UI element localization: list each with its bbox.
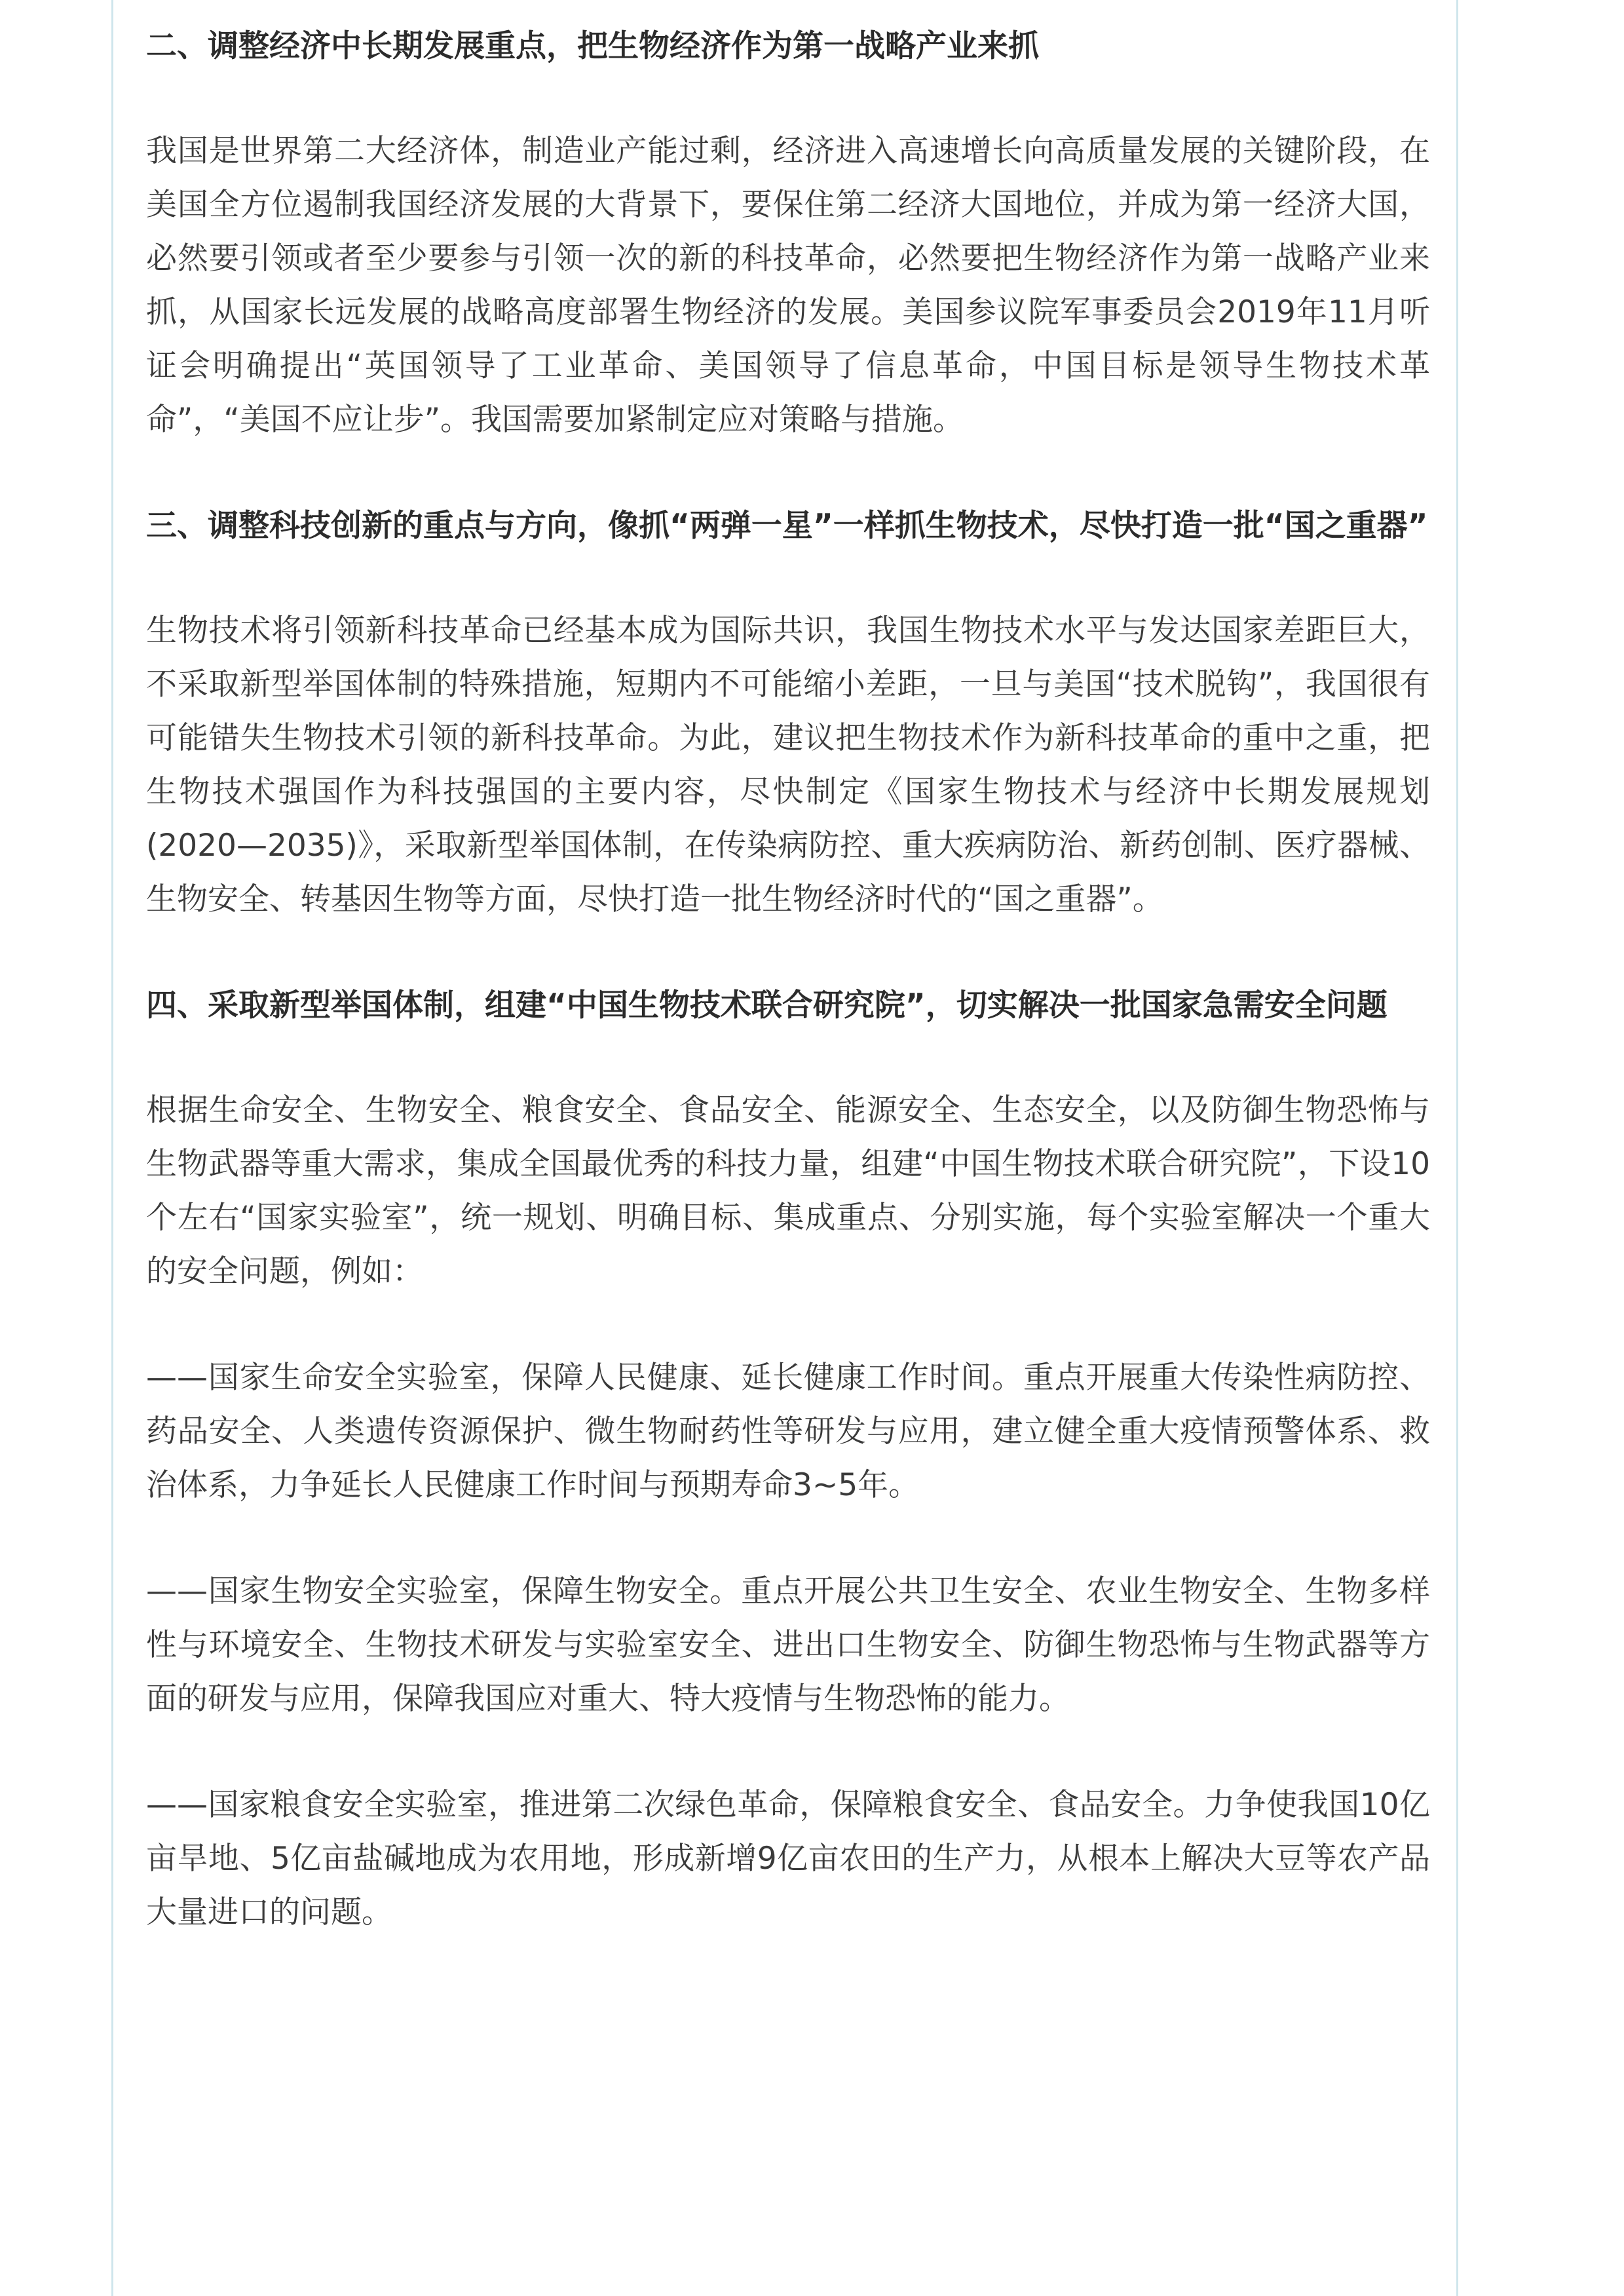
document-body <box>146 20 1430 1940</box>
section-4-paragraph-1: 根据生命安全、生物安全、粮食安全、食品安全、能源安全、生态安全，以及防御生物恐怖与生物武器等重大需求，集成全国最优秀的科技力量，组建“中国生物技术联合研究院”，下设10个左右“国家实验室”，统一规划、明确目标、集成重点、分别实施，每个实验室解决一个重大的安全问题，例如： <box>146 1092 1430 1290</box>
section-heading-2: 二、调整经济中长期发展重点，把生物经济作为第一战略产业来抓 <box>146 28 1039 64</box>
section-heading-4: 四、采取新型举国体制，组建“中国生物技术联合研究院”，切实解决一批国家急需安全问题 <box>146 987 1388 1024</box>
section-2-paragraph-1: 我国是世界第二大经济体，制造业产能过剩，经济进入高速增长向高质量发展的关键阶段，在美国全方位遏制我国经济发展的大背景下，要保住第二经济大国地位，并成为第一经济大国，必然要引领或者至少要参与引领一次的新的科技革命，必然要把生物经济作为第一战略产业来抓，从国家长远发展的战略高度部署生物经济的发展。美国参议院军事委员会2019年11月听证会明确提出“英国领导了工业革命、美国领导了信息革命，中国目标是领导生物技术革命”，“美国不应让步”。我国需要加紧制定应对策略与措施。 <box>146 133 1430 438</box>
food-safety-lab-paragraph: ——国家粮食安全实验室，推进第二次绿色革命，保障粮食安全、食品安全。力争使我国10亿亩旱地、5亿亩盐碱地成为农用地，形成新增9亿亩农田的生产力，从根本上解决大豆等农产品大量进口的问题。 <box>146 1787 1430 1930</box>
section-3-paragraph-1: 生物技术将引领新科技革命已经基本成为国际共识，我国生物技术水平与发达国家差距巨大，不采取新型举国体制的特殊措施，短期内不可能缩小差距，一旦与美国“技术脱钩”，我国很有可能错失生物技术引领的新科技革命。为此，建议把生物技术作为新科技革命的重中之重，把生物技术强国作为科技强国的主要内容，尽快制定《国家生物技术与经济中长期发展规划(2020—2035)》，采取新型举国体制，在传染病防控、重大疾病防治、新药创制、医疗器械、生物安全、转基因生物等方面，尽快打造一批生物经济时代的“国之重器”。 <box>146 613 1430 917</box>
life-safety-lab-paragraph: ——国家生命安全实验室，保障人民健康、延长健康工作时间。重点开展重大传染性病防控、药品安全、人类遗传资源保护、微生物耐药性等研发与应用，建立健全重大疫情预警体系、救治体系，力争延长人民健康工作时间与预期寿命3~5年。 <box>146 1360 1430 1503</box>
section-heading-3: 三、调整科技创新的重点与方向，像抓“两弹一星”一样抓生物技术，尽快打造一批“国之重器” <box>146 508 1428 544</box>
biosafety-lab-paragraph: ——国家生物安全实验室，保障生物安全。重点开展公共卫生安全、农业生物安全、生物多样性与环境安全、生物技术研发与实验室安全、进出口生物安全、防御生物恐怖与生物武器等方面的研发与应用，保障我国应对重大、特大疫情与生物恐怖的能力。 <box>146 1573 1430 1717</box>
